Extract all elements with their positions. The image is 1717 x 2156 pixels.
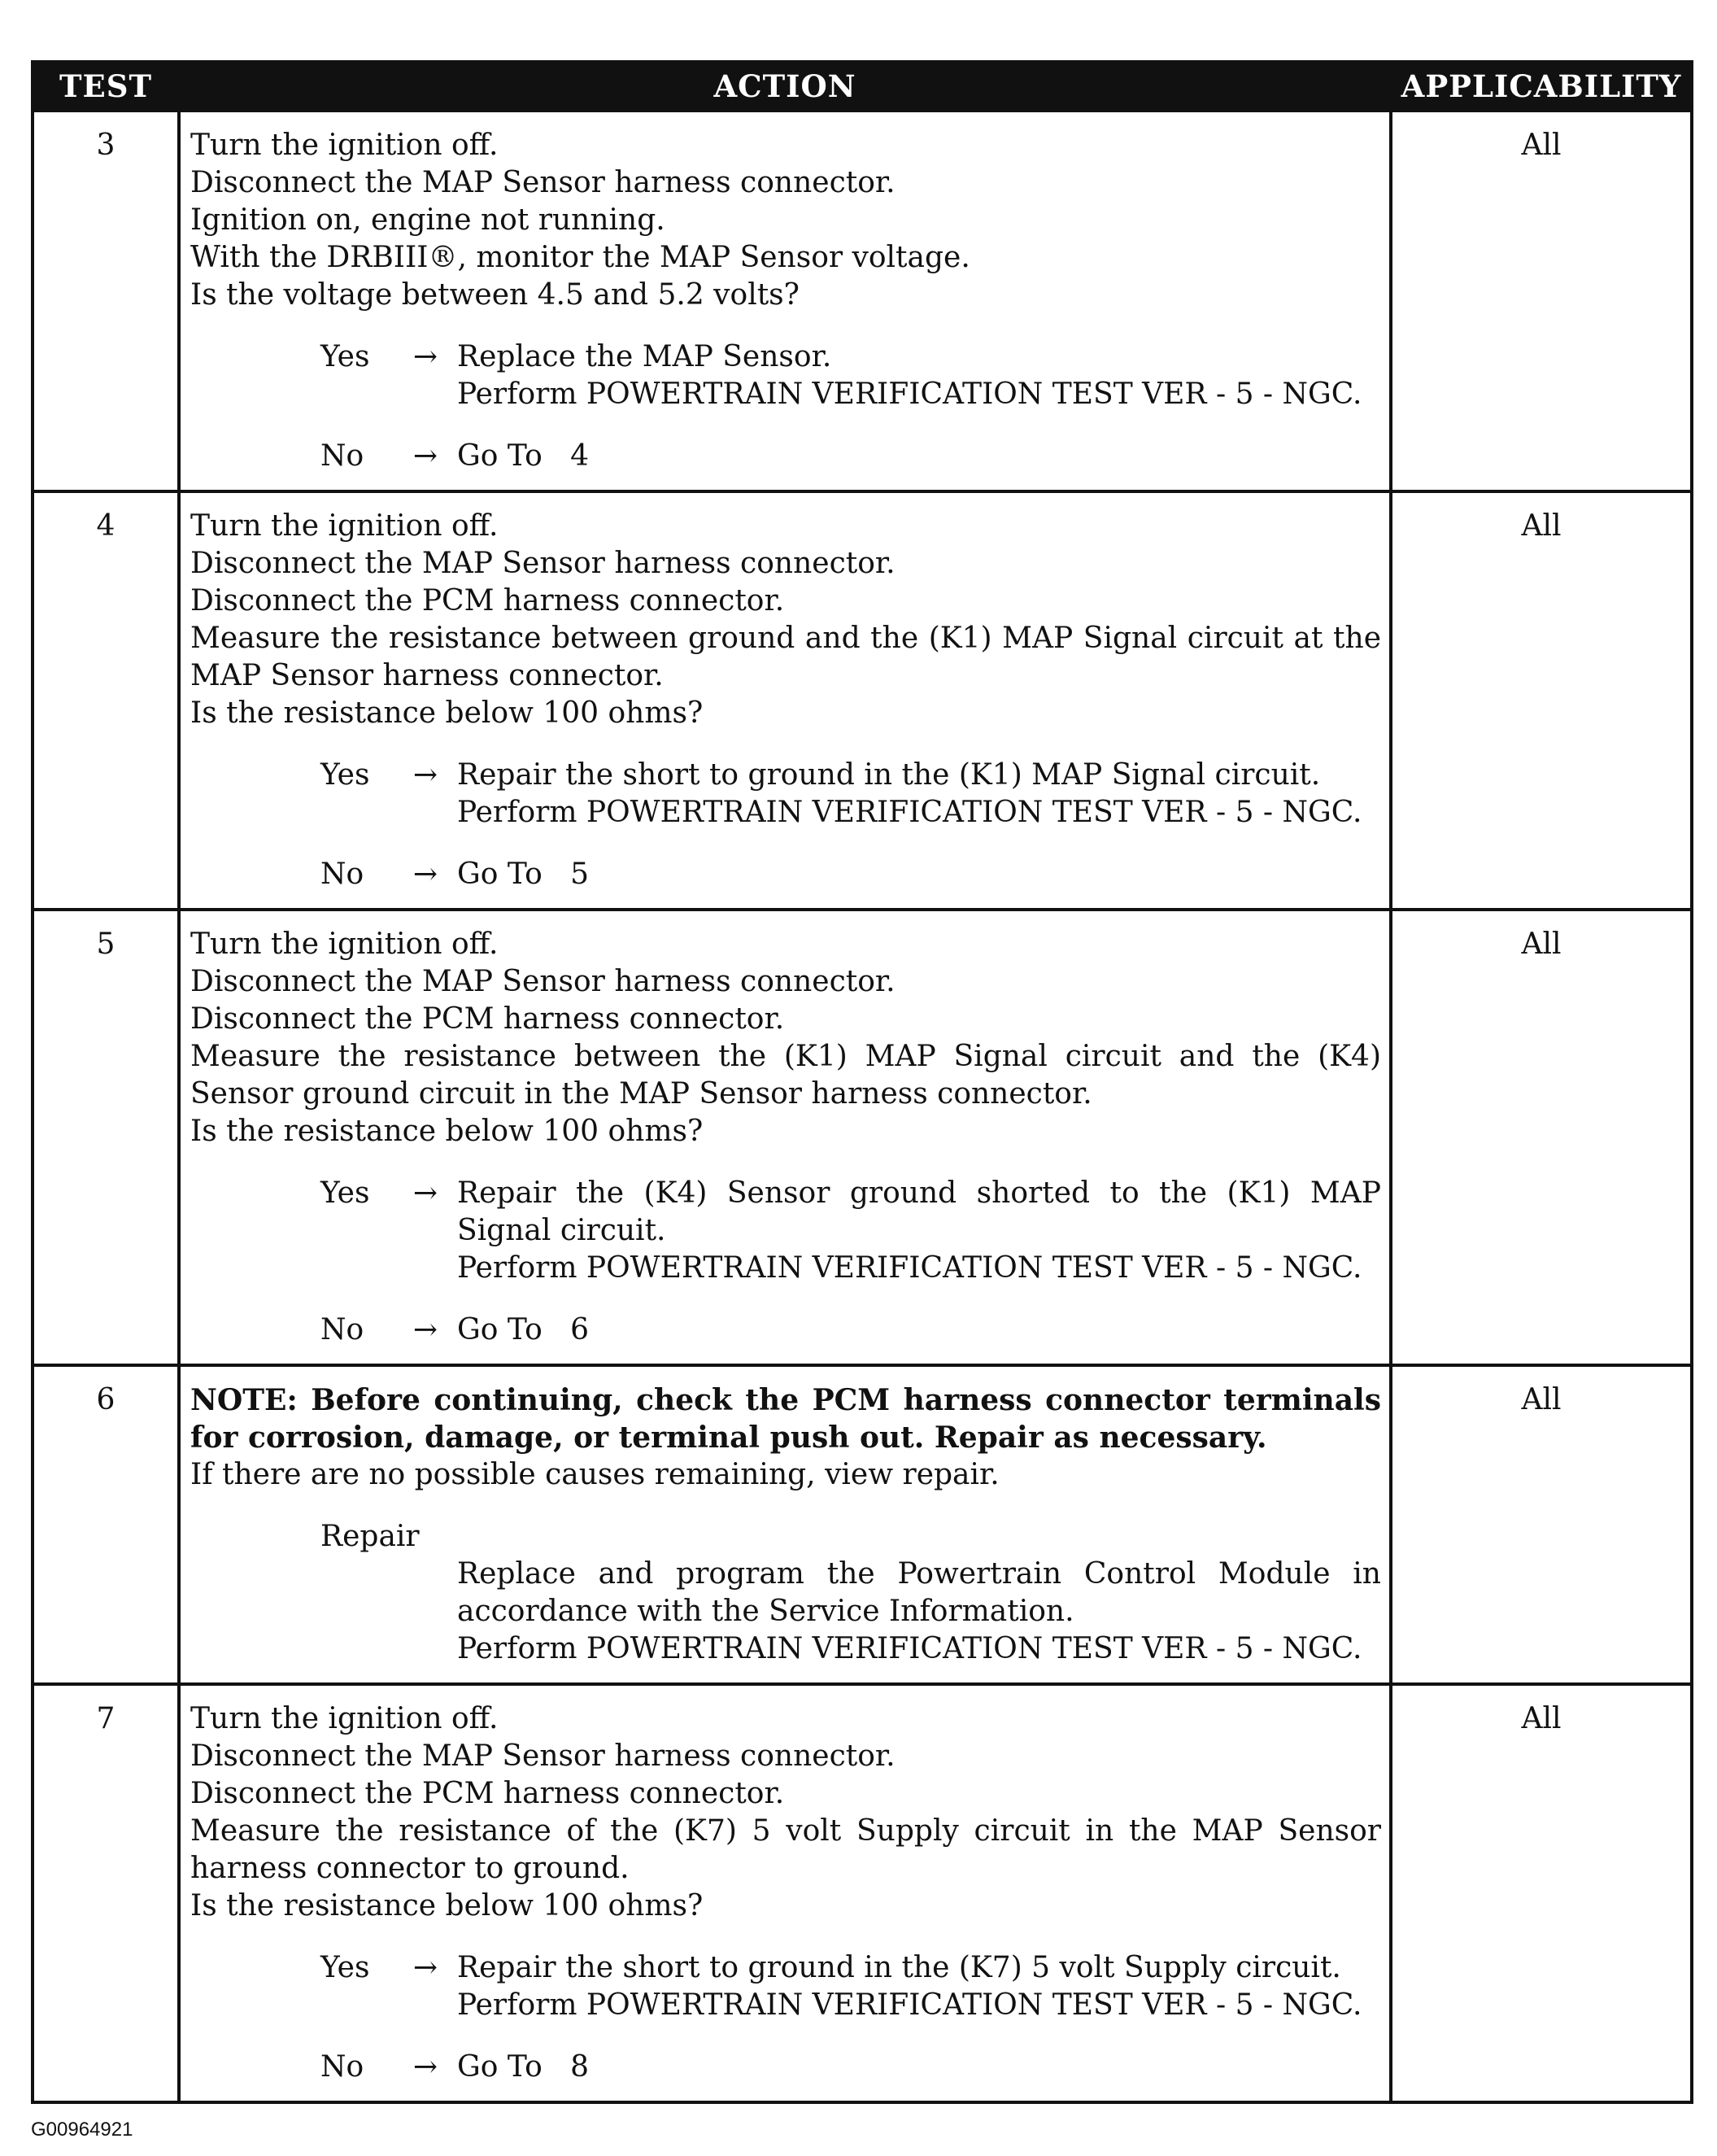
step-text: Ignition on, engine not running. xyxy=(190,203,665,237)
table-row xyxy=(33,111,1692,491)
verification-text: Perform POWERTRAIN VERIFICATION TEST VER - 5 - NGC. xyxy=(457,378,1362,411)
repair-label: Repair xyxy=(320,1520,420,1553)
step-text: Disconnect the MAP Sensor harness connector. xyxy=(190,1739,896,1773)
applicability-value: All xyxy=(1391,1684,1692,2102)
step-text: Measure the resistance between the (K1) MAP Signal circuit and the (K4) Sensor ground circuit in the MAP Sensor harness connector. xyxy=(190,1040,1381,1111)
right-arrow-icon: → xyxy=(412,1313,438,1346)
right-arrow-icon: → xyxy=(412,758,438,792)
no-outcome xyxy=(320,856,1381,893)
yes-outcome xyxy=(320,1175,1381,1287)
verification-text: Perform POWERTRAIN VERIFICATION TEST VER - 5 - NGC. xyxy=(457,1988,1362,2022)
action-cell xyxy=(179,1365,1391,1684)
yes-label: Yes xyxy=(320,1951,370,1984)
right-arrow-icon: → xyxy=(412,1176,438,1210)
step-text: If there are no possible causes remaining, view repair. xyxy=(190,1458,1000,1491)
question-text: Is the resistance below 100 ohms? xyxy=(190,1889,704,1923)
yes-label: Yes xyxy=(320,1176,370,1210)
right-arrow-icon: → xyxy=(412,439,438,473)
test-number: 6 xyxy=(33,1365,179,1684)
step-text: Disconnect the MAP Sensor harness connector. xyxy=(190,547,896,580)
no-outcome xyxy=(320,2049,1381,2086)
table-header-row xyxy=(33,62,1692,111)
step-text: Turn the ignition off. xyxy=(190,927,499,961)
header-applicability: APPLICABILITY xyxy=(1391,62,1692,111)
step-text: Disconnect the MAP Sensor harness connector. xyxy=(190,166,896,199)
verification-text: Perform POWERTRAIN VERIFICATION TEST VER - 5 - NGC. xyxy=(457,1632,1362,1665)
right-arrow-icon: → xyxy=(412,1951,438,1984)
goto-text: Go To 8 xyxy=(457,2050,589,2084)
diagnostic-table-container xyxy=(31,60,1690,2104)
applicability-value: All xyxy=(1391,491,1692,910)
test-number: 3 xyxy=(33,111,179,491)
step-text: Turn the ignition off. xyxy=(190,129,499,162)
note-text: NOTE: Before continuing, check the PCM harness connector terminals for corrosion, damage, or terminal push out. Repair as necessary. xyxy=(190,1383,1381,1455)
no-label: No xyxy=(320,1313,364,1346)
no-label: No xyxy=(320,858,364,891)
action-cell xyxy=(179,910,1391,1365)
yes-action-text: Repair the short to ground in the (K1) MAP Signal circuit. xyxy=(457,758,1321,792)
question-text: Is the voltage between 4.5 and 5.2 volts? xyxy=(190,278,800,312)
step-text: Disconnect the MAP Sensor harness connector. xyxy=(190,965,896,998)
yes-action-text: Repair the short to ground in the (K7) 5 volt Supply circuit. xyxy=(457,1951,1341,1984)
yes-outcome xyxy=(320,757,1381,831)
yes-label: Yes xyxy=(320,758,370,792)
yes-outcome xyxy=(320,1949,1381,2024)
question-text: Is the resistance below 100 ohms? xyxy=(190,1115,704,1148)
action-cell xyxy=(179,111,1391,491)
step-text: Turn the ignition off. xyxy=(190,1702,499,1735)
verification-text: Perform POWERTRAIN VERIFICATION TEST VER - 5 - NGC. xyxy=(457,1251,1362,1285)
goto-text: Go To 5 xyxy=(457,858,589,891)
repair-text: Replace and program the Powertrain Control Module in accordance with the Service Information. xyxy=(457,1557,1381,1628)
no-outcome xyxy=(320,1311,1381,1349)
table-row xyxy=(33,491,1692,910)
yes-outcome xyxy=(320,338,1381,413)
no-label: No xyxy=(320,2050,364,2084)
right-arrow-icon: → xyxy=(412,858,438,891)
test-number: 4 xyxy=(33,491,179,910)
step-text: Turn the ignition off. xyxy=(190,509,499,543)
yes-action-text: Repair the (K4) Sensor ground shorted to the (K1) MAP Signal circuit. xyxy=(457,1176,1381,1247)
diagnostic-test-table xyxy=(31,60,1693,2104)
right-arrow-icon: → xyxy=(412,2050,438,2084)
header-action: ACTION xyxy=(179,62,1391,111)
goto-text: Go To 4 xyxy=(457,439,589,473)
header-test: TEST xyxy=(33,62,179,111)
right-arrow-icon: → xyxy=(412,340,438,373)
verification-text: Perform POWERTRAIN VERIFICATION TEST VER - 5 - NGC. xyxy=(457,796,1362,829)
step-text: Disconnect the PCM harness connector. xyxy=(190,1777,785,1810)
test-number: 7 xyxy=(33,1684,179,2102)
question-text: Is the resistance below 100 ohms? xyxy=(190,696,704,730)
action-cell xyxy=(179,1684,1391,2102)
applicability-value: All xyxy=(1391,111,1692,491)
table-row xyxy=(33,1684,1692,2102)
table-row xyxy=(33,1365,1692,1684)
yes-label: Yes xyxy=(320,340,370,373)
step-text: Disconnect the PCM harness connector. xyxy=(190,584,785,618)
figure-id: G00964921 xyxy=(31,2119,133,2141)
action-cell xyxy=(179,491,1391,910)
step-text: Disconnect the PCM harness connector. xyxy=(190,1002,785,1036)
goto-text: Go To 6 xyxy=(457,1313,589,1346)
step-text: Measure the resistance between ground and the (K1) MAP Signal circuit at the MAP Sensor harness connector. xyxy=(190,622,1381,692)
applicability-value: All xyxy=(1391,910,1692,1365)
no-outcome xyxy=(320,438,1381,475)
step-text: With the DRBIII®, monitor the MAP Sensor voltage. xyxy=(190,241,970,274)
step-text: Measure the resistance of the (K7) 5 volt Supply circuit in the MAP Sensor harness connector to ground. xyxy=(190,1814,1381,1885)
applicability-value: All xyxy=(1391,1365,1692,1684)
test-number: 5 xyxy=(33,910,179,1365)
table-row xyxy=(33,910,1692,1365)
yes-action-text: Replace the MAP Sensor. xyxy=(457,340,832,373)
no-label: No xyxy=(320,439,364,473)
